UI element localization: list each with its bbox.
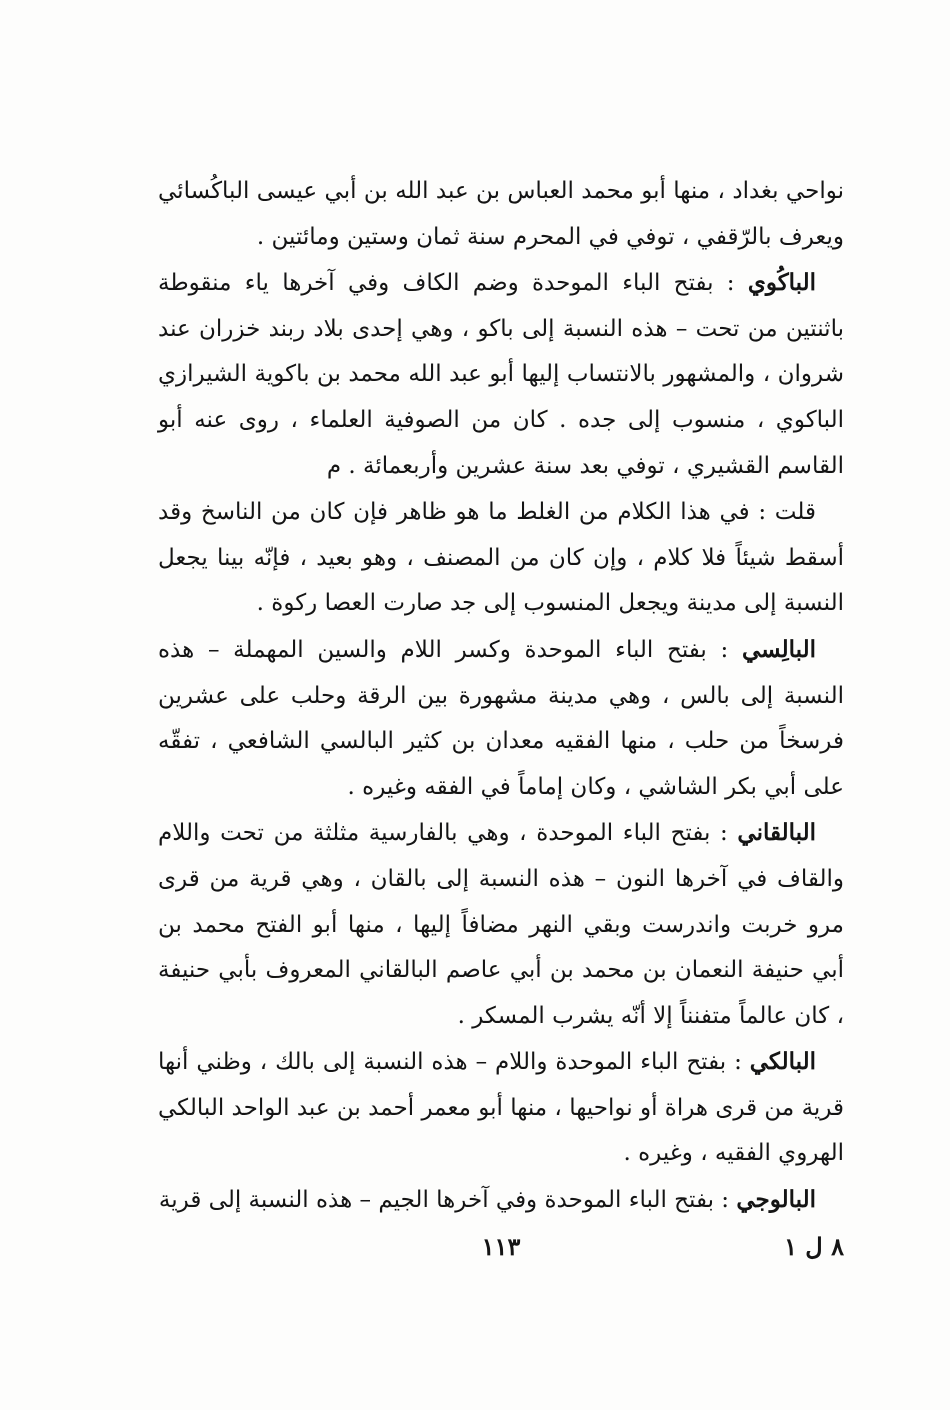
paragraph xyxy=(158,810,844,1039)
paragraph xyxy=(158,1039,844,1177)
paragraph xyxy=(158,489,844,627)
entry-text: : بفتح الباء الموحدة وفي آخرها الجيم – هذه النسبة إلى قرية xyxy=(158,1187,737,1214)
entry-term: البالوجي xyxy=(736,1186,816,1214)
entry-text: : بفتح الباء الموحدة وضم الكاف وفي آخرها ياء منقوطة باثنتين من تحت – هذه النسبة إلى باكو ، وهي إحدى بلاد ربند خزران عند شروان ، والمشهور بالانتساب إليها أبو عبد الله محمد بن باكوية الشيرازي الباكوي ، منسوب إلى جده . كان من الصوفية العلماء ، روى عنه أبو القاسم القشيري ، توفي بعد سنة عشرين وأربعمائة . م xyxy=(158,270,844,479)
entry-term: البالكي xyxy=(749,1048,816,1076)
body-text xyxy=(158,168,844,1224)
entry-term: البالِسي xyxy=(741,635,816,663)
entry-term: الباكُوي xyxy=(747,269,816,297)
paragraph xyxy=(158,1177,844,1224)
entry-text: : بفتح الباء الموحدة وكسر اللام والسين المهملة – هذه النسبة إلى بالس ، وهي مدينة مشهورة بين الرقة وحلب على عشرين فرسخاً من حلب ، منها الفقيه معدان بن كثير البالسي الشافعي ، تفقّه على أبي بكر الشاشي ، وكان إماماً في الفقه وغيره . xyxy=(158,636,844,800)
paragraph xyxy=(158,168,844,260)
paragraph xyxy=(158,260,844,489)
entry-term: البالقاني xyxy=(737,819,816,847)
page-footer xyxy=(158,1232,844,1272)
entry-text: : بفتح الباء الموحدة ، وهي بالفارسية مثلثة من تحت واللام والقاف في آخرها النون – هذه النسبة إلى بالقان ، وهي قرية من قرى مرو خربت واندرست وبقي النهر مضافاً إليها ، منها أبو الفتح محمد بن أبي حنيفة النعمان بن محمد بن أبي عاصم البالقاني المعروف بأبي حنيفة ، كان عالماً متفنناً إلا أنّه يشرب المسكر . xyxy=(158,820,844,1029)
entry-text: نواحي بغداد ، منها أبو محمد العباس بن عبد الله بن أبي عيسى الباكُسائي ويعرف بالرّقفي ، توفي في المحرم سنة ثمان وستين ومائتين . xyxy=(158,178,844,250)
entry-text: : بفتح الباء الموحدة واللام – هذه النسبة إلى بالك ، وظني أنها قرية من قرى هراة أو نواحيها ، منها أبو معمر أحمد بن عبد الواحد البالكي الهروي الفقيه ، وغيره . xyxy=(158,1049,844,1167)
page-number: ١١٣ xyxy=(481,1232,521,1261)
paragraph xyxy=(158,627,844,810)
entry-text: قلت : في هذا الكلام من الغلط ما هو ظاهر فإن كان من الناسخ وقد أسقط شيئاً فلا كلام ، وإن كان من المصنف ، وهو بعيد ، فإنّه بينا يجعل النسبة إلى مدينة ويجعل المنسوب إلى جد صارت العصا ركوة . xyxy=(158,499,844,617)
signature-mark: ٨ ل ١ xyxy=(784,1232,844,1261)
